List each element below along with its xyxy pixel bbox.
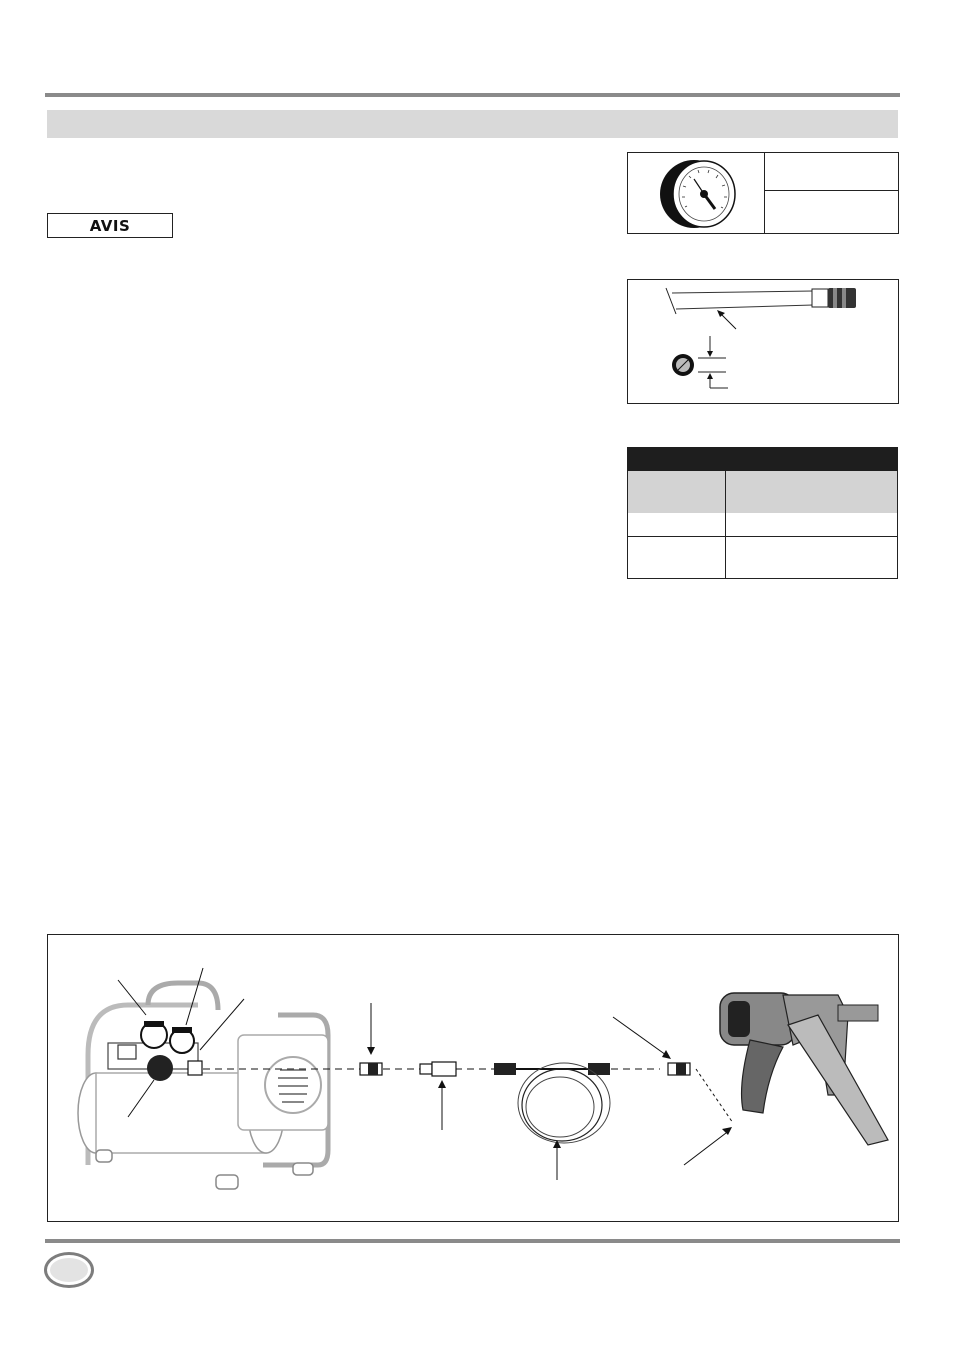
gauge-figure-panel <box>627 152 899 234</box>
gauge-panel-row-divider <box>764 190 898 191</box>
compressor-hose-nailer-icon <box>48 935 898 1221</box>
notice-label <box>47 213 173 238</box>
gauge-panel-divider <box>764 153 765 233</box>
hose-figure-panel <box>627 279 899 404</box>
page-number-badge <box>44 1252 94 1288</box>
setup-figure-panel <box>47 934 899 1222</box>
bottom-rule <box>45 1239 900 1243</box>
page-number-badge-inner <box>50 1258 88 1282</box>
air-hose-icon <box>628 280 898 403</box>
table-body <box>627 513 898 579</box>
table-column-divider <box>725 513 726 578</box>
section-header-bar <box>47 110 898 138</box>
notice-label-text: AVIS <box>89 216 131 235</box>
table-row-divider <box>628 536 897 537</box>
table-subheader <box>627 471 898 513</box>
pressure-gauge-icon <box>656 157 742 231</box>
table-header-bar <box>627 447 898 471</box>
table-subheader-divider <box>725 471 726 513</box>
top-rule <box>45 93 900 97</box>
